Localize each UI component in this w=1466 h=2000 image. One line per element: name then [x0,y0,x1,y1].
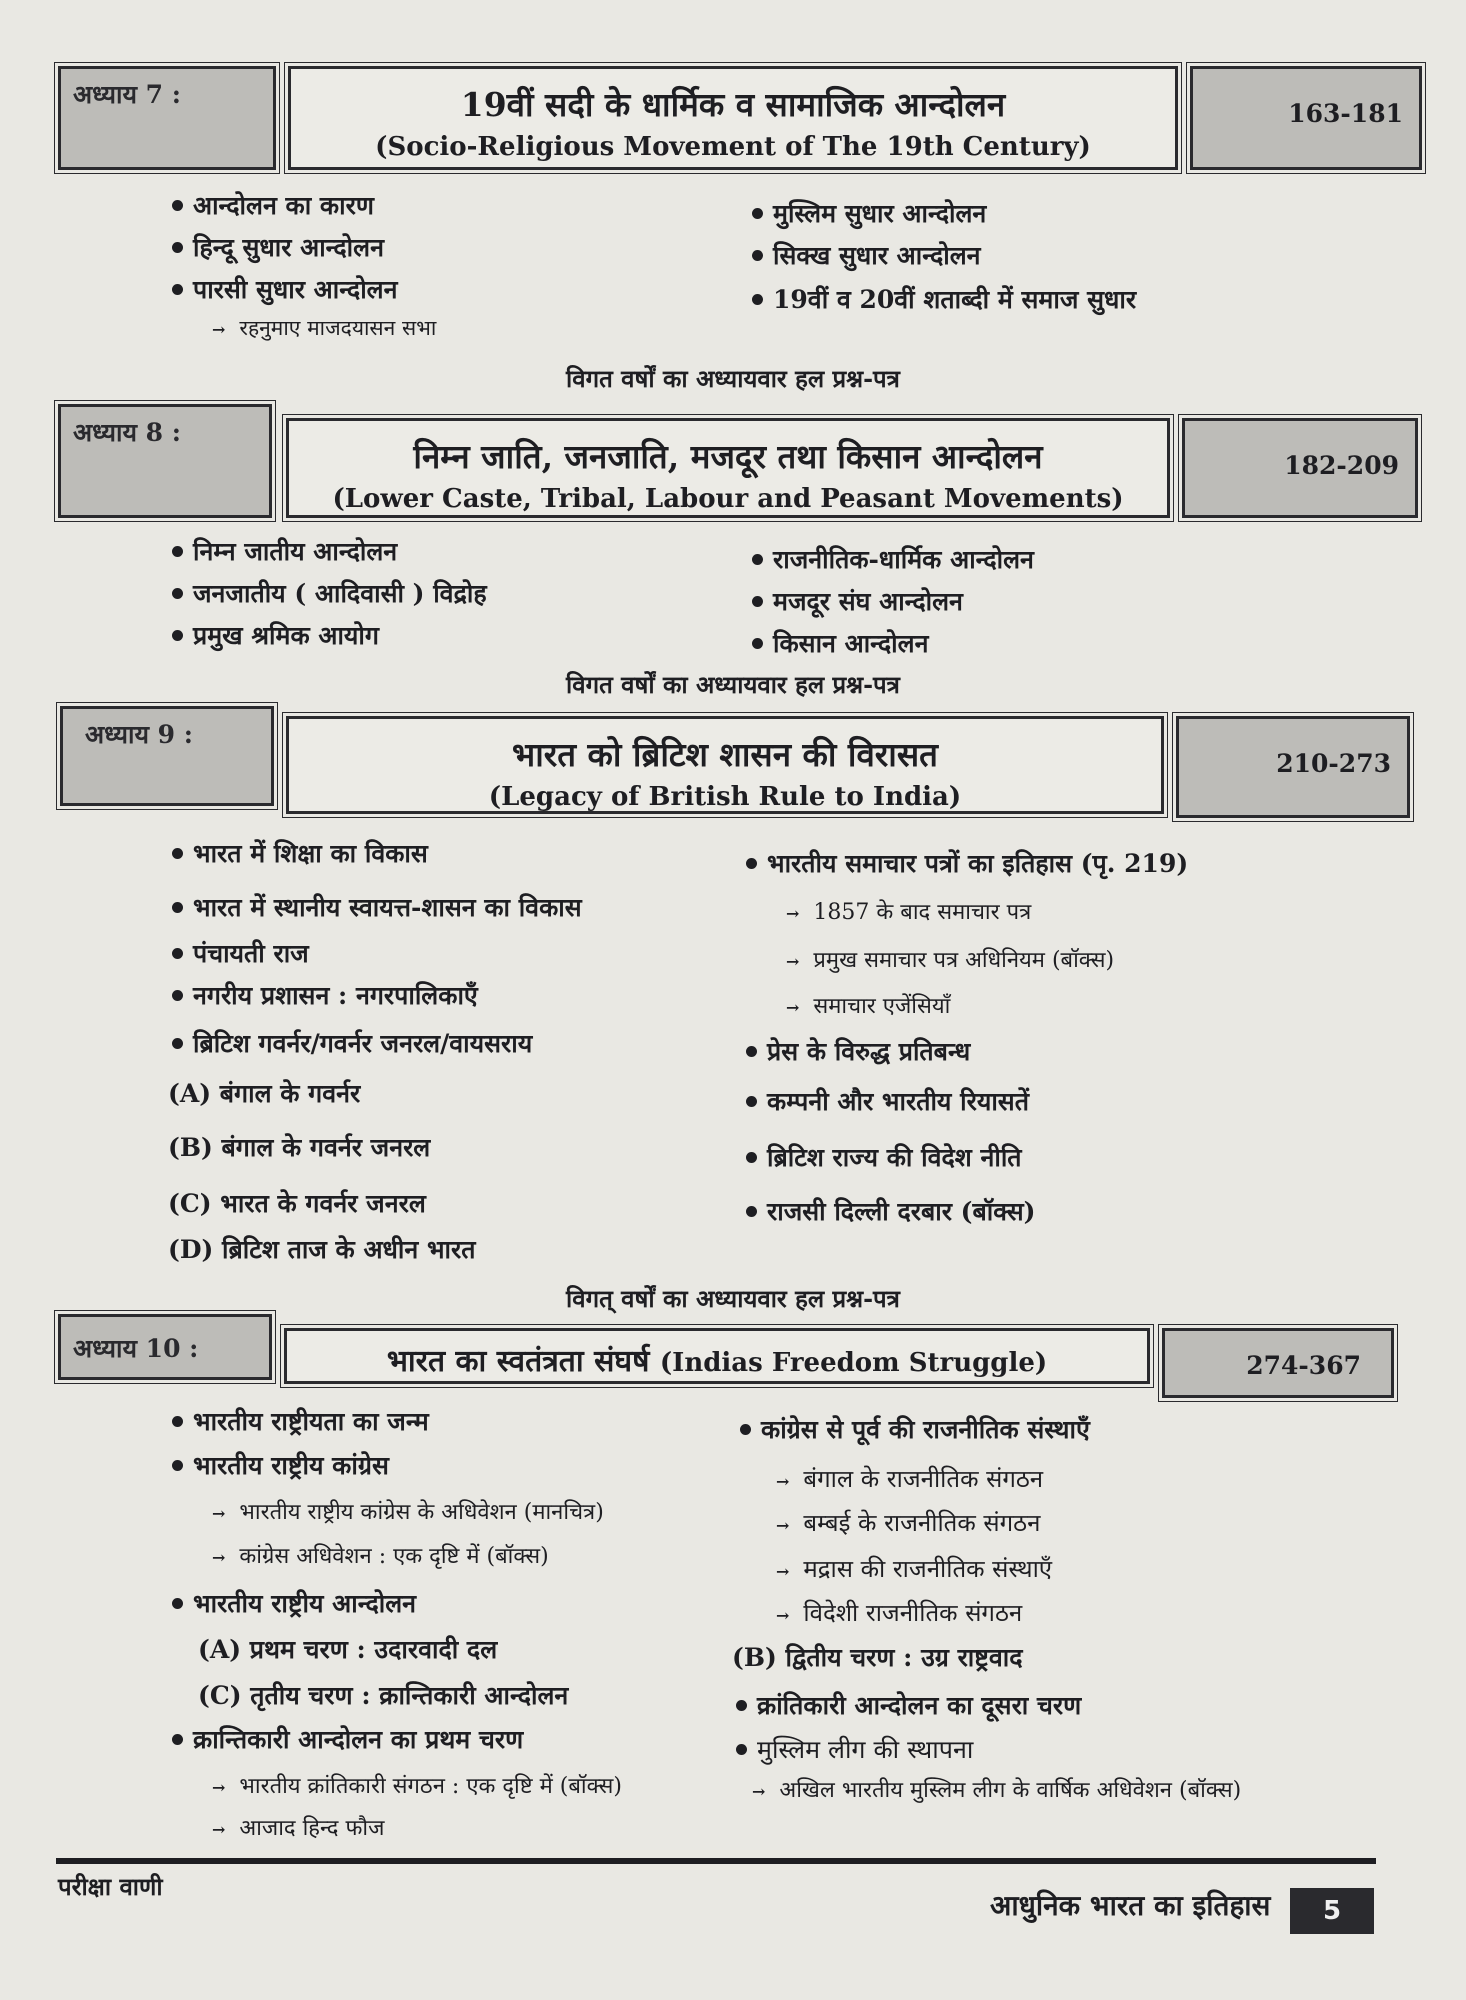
sub-list-item: → कांग्रेस अधिवेशन : एक दृष्टि में (बॉक्स) [212,1544,549,1569]
list-item: राजसी दिल्ली दरबार (बॉक्स) [746,1194,1035,1228]
list-item: प्रमुख श्रमिक आयोग [172,618,379,652]
sub-list-item: → बंगाल के राजनीतिक संगठन [776,1465,1044,1493]
arrow-icon: → [212,320,226,339]
bullet-icon [746,1046,757,1057]
previous-years-papers-note: विगत वर्षों का अध्यायवार हल प्रश्न-पत्र [566,364,900,393]
sub-list-item: → अखिल भारतीय मुस्लिम लीग के वार्षिक अधिवेशन (बॉक्स) [752,1778,1242,1803]
bullet-icon [172,1734,183,1745]
arrow-icon: → [776,1516,790,1535]
arrow-icon: → [212,1778,226,1797]
sub-list-item: (C) भारत के गवर्नर जनरल [168,1189,426,1218]
chapter-8-pages-box [1182,418,1418,518]
bullet-icon [172,200,183,211]
chapter-10-title-hindi: भारत का स्वतंत्रता संघर्ष [386,1344,650,1379]
sub-list-item: → मद्रास की राजनीतिक संस्थाएँ [776,1555,1053,1583]
chapter-10-pages-box [1162,1328,1394,1398]
chapter-8-title-hindi: निम्न जाति, जनजाति, मजदूर तथा किसान आन्दोलन [413,437,1043,476]
bullet-icon [752,208,763,219]
chapter-10-page-range: 274-367 [1246,1351,1361,1380]
sub-list-item: → आजाद हिन्द फौज [212,1816,385,1841]
chapter-9-label-box [60,706,274,806]
chapter-8-label-box [58,404,272,518]
book-title: आधुनिक भारत का इतिहास [990,1889,1271,1922]
chapter-10-title-box [284,1328,1150,1384]
arrow-icon: → [786,998,800,1017]
sub-list-item: → प्रमुख समाचार पत्र अधिनियम (बॉक्स) [786,948,1115,973]
chapter-7-page-range: 163-181 [1288,99,1403,128]
list-item: भारतीय राष्ट्रीय आन्दोलन [172,1586,416,1620]
list-item: जनजातीय ( आदिवासी ) विद्रोह [172,576,487,610]
chapter-10-label-box [58,1314,272,1380]
chapter-10-label: अध्याय 10 : [73,1334,199,1363]
sub-list-item: → भारतीय क्रांतिकारी संगठन : एक दृष्टि में (बॉक्स) [212,1774,622,1799]
list-item: राजनीतिक-धार्मिक आन्दोलन [752,542,1034,576]
previous-years-papers-note: विगत वर्षों का अध्यायवार हल प्रश्न-पत्र [566,670,900,699]
list-item: आन्दोलन का कारण [172,188,374,222]
bullet-icon [172,588,183,599]
bullet-icon [172,1416,183,1427]
list-item: भारतीय समाचार पत्रों का इतिहास (पृ. 219) [746,846,1188,880]
bullet-icon [752,638,763,649]
publisher-name: परीक्षा वाणी [58,1872,163,1901]
list-item: क्रांतिकारी आन्दोलन का दूसरा चरण [736,1688,1081,1722]
bullet-icon [172,546,183,557]
list-item: भारत में शिक्षा का विकास [172,836,428,870]
chapter-7-title-hindi: 19वीं सदी के धार्मिक व सामाजिक आन्दोलन [460,85,1006,124]
list-item: मजदूर संघ आन्दोलन [752,584,963,618]
sub-list-item: (B) द्वितीय चरण : उग्र राष्ट्रवाद [732,1643,1023,1672]
chapter-8-page-range: 182-209 [1284,451,1399,480]
bullet-icon [172,948,183,959]
bullet-icon [736,1744,747,1755]
bullet-icon [172,1038,183,1049]
chapter-7-title-english: (Socio-Religious Movement of The 19th Century) [375,132,1091,162]
sub-list-item: → रहनुमाए माजदयासन सभा [212,316,437,340]
bullet-icon [746,1206,757,1217]
chapter-9-pages-box [1176,716,1410,818]
bullet-icon [752,250,763,261]
bullet-icon [746,858,757,869]
sub-list-item: (A) बंगाल के गवर्नर [168,1079,361,1108]
arrow-icon: → [776,1562,790,1581]
sub-list-item: → समाचार एजेंसियाँ [786,994,951,1019]
list-item: क्रान्तिकारी आन्दोलन का प्रथम चरण [172,1722,523,1756]
bullet-icon [172,242,183,253]
chapter-9-title-english: (Legacy of British Rule to India) [488,782,962,812]
page-number: 5 [1290,1888,1374,1934]
list-item: ब्रिटिश राज्य की विदेश नीति [746,1140,1022,1174]
arrow-icon: → [786,952,800,971]
bullet-icon [172,284,183,295]
arrow-icon: → [212,1820,226,1839]
bullet-icon [172,848,183,859]
list-item: किसान आन्दोलन [752,626,928,660]
list-item: प्रेस के विरुद्ध प्रतिबन्ध [746,1034,970,1068]
footer-rule [56,1858,1376,1864]
bullet-icon [746,1096,757,1107]
bullet-icon [752,294,763,305]
chapter-9-title-box [286,716,1164,814]
bullet-icon [752,596,763,607]
bullet-icon [736,1700,747,1711]
sub-list-item: (B) बंगाल के गवर्नर जनरल [168,1133,431,1162]
sub-list-item: → बम्बई के राजनीतिक संगठन [776,1509,1041,1537]
list-item: मुस्लिम लीग की स्थापना [736,1732,973,1766]
chapter-9-label: अध्याय 9 : [85,720,194,749]
bullet-icon [172,630,183,641]
list-item: कांग्रेस से पूर्व की राजनीतिक संस्थाएँ [740,1412,1090,1446]
bullet-icon [746,1152,757,1163]
list-item: कम्पनी और भारतीय रियासतें [746,1084,1029,1118]
sub-list-item: → विदेशी राजनीतिक संगठन [776,1599,1023,1627]
bullet-icon [740,1424,751,1435]
sub-list-item: → भारतीय राष्ट्रीय कांग्रेस के अधिवेशन (मानचित्र) [212,1500,604,1525]
bullet-icon [172,902,183,913]
list-item: पारसी सुधार आन्दोलन [172,272,398,306]
chapter-8-label: अध्याय 8 : [73,418,182,447]
arrow-icon: → [786,904,800,923]
sub-list-item: (A) प्रथम चरण : उदारवादी दल [198,1635,498,1664]
list-item: 19वीं व 20वीं शताब्दी में समाज सुधार [752,282,1136,316]
chapter-10-title-english: (Indias Freedom Struggle) [659,1348,1048,1378]
bullet-icon [752,554,763,565]
list-item: भारतीय राष्ट्रीय कांग्रेस [172,1448,389,1482]
list-item: मुस्लिम सुधार आन्दोलन [752,196,986,230]
chapter-7-label-box [58,66,276,170]
list-item: सिक्ख सुधार आन्दोलन [752,238,981,272]
bullet-icon [172,990,183,1001]
chapter-8-title-box [286,418,1170,518]
arrow-icon: → [752,1782,766,1801]
arrow-icon: → [776,1472,790,1491]
bullet-icon [172,1598,183,1609]
chapter-9-page-range: 210-273 [1276,749,1391,778]
list-item: हिन्दू सुधार आन्दोलन [172,230,384,264]
arrow-icon: → [776,1606,790,1625]
list-item: ब्रिटिश गवर्नर/गवर्नर जनरल/वायसराय [172,1026,532,1060]
list-item: पंचायती राज [172,936,309,970]
chapter-7-label: अध्याय 7 : [73,80,182,109]
previous-years-papers-note: विगत् वर्षों का अध्यायवार हल प्रश्न-पत्र [566,1284,900,1313]
list-item: निम्न जातीय आन्दोलन [172,534,397,568]
bullet-icon [172,1460,183,1471]
chapter-7-pages-box [1190,66,1422,170]
arrow-icon: → [212,1504,226,1523]
sub-list-item: (D) ब्रिटिश ताज के अधीन भारत [168,1235,476,1264]
chapter-10-title [287,1339,1147,1380]
list-item: भारत में स्थानीय स्वायत्त-शासन का विकास [172,890,582,924]
arrow-icon: → [212,1548,226,1567]
chapter-9-title-hindi: भारत को ब्रिटिश शासन की विरासत [512,735,938,774]
list-item: भारतीय राष्ट्रीयता का जन्म [172,1404,429,1438]
list-item: नगरीय प्रशासन : नगरपालिकाएँ [172,978,478,1012]
chapter-8-title-english: (Lower Caste, Tribal, Labour and Peasant Movements) [332,484,1124,514]
chapter-7-title-box [288,66,1178,170]
sub-list-item: (C) तृतीय चरण : क्रान्तिकारी आन्दोलन [198,1681,569,1710]
sub-list-item: → 1857 के बाद समाचार पत्र [786,900,1032,925]
